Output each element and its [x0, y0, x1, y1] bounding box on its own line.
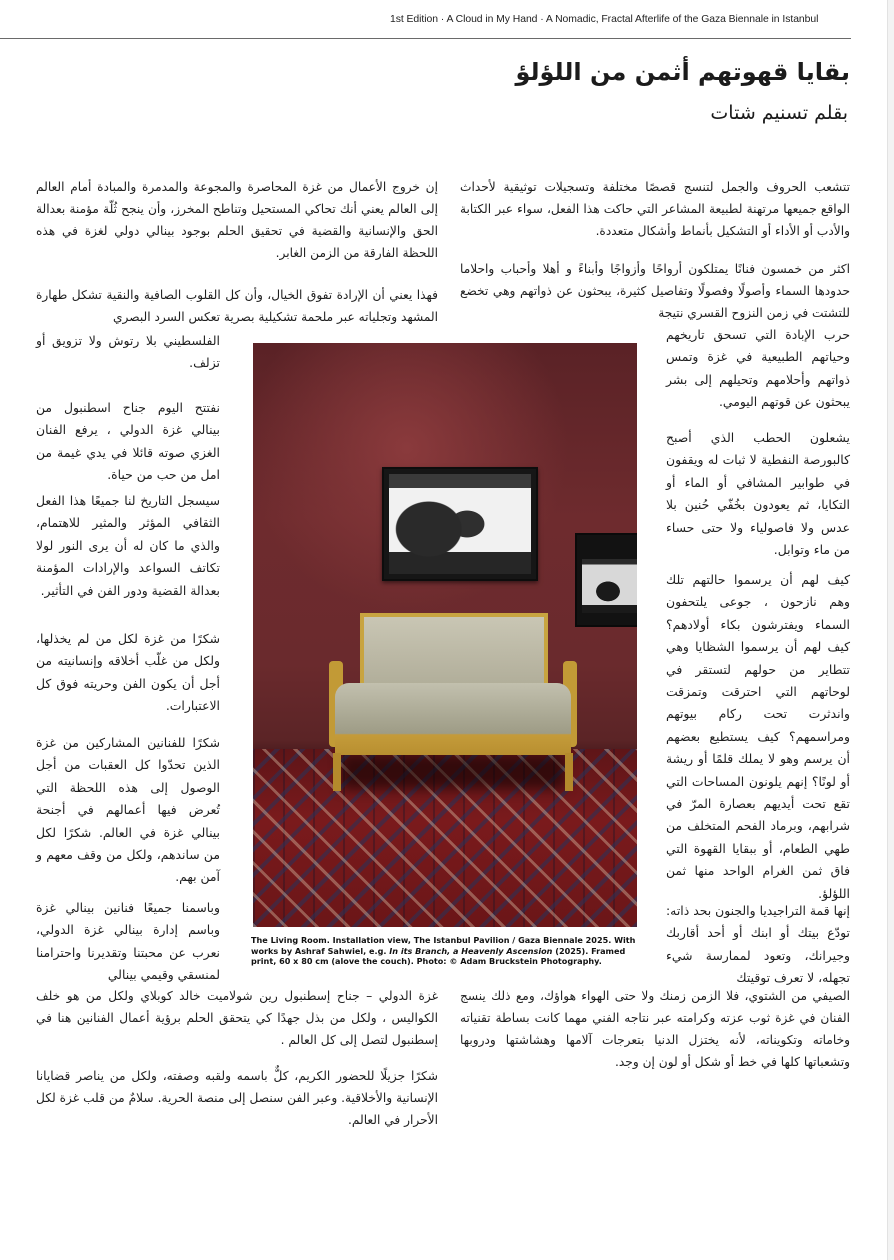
left-col-paragraph-6: شكرًا للفنانين المشاركين من غزة الذين تحدّوا كل العقبات من أجل الوصول إلى هذه اللحظة التي تُعرض فيها أعمالهم في أجنحة بينالي غزة في العالم. شكرًا لكل من ساندهم، ولكل من وقف معهم و آمن بهم.	[36, 735, 220, 885]
left-col-paragraph-3: نفتتح اليوم جناح اسطنبول من بينالي غزة الدولي ، يرفع الفنان الغزي صوته قائلا في يدي غيمة من امل من حب من حياة.	[36, 400, 220, 483]
left-col-paragraph-7-narrow: وباسمنا جميعًا فنانين بينالي غزة وباسم إدارة بينالي غزة الدولي، نعرب عن محبتنا وتقديرنا واحترامنا لمنسقي وقيمي بينالي	[36, 900, 220, 983]
left-col-paragraph-2-narrow: الفلسطيني بلا رتوش ولا تزويق أو تزلف.	[36, 333, 220, 371]
right-col-paragraph-5-narrow: إنها قمة التراجيديا والجنون بحد ذاته: تودّع بيتك أو ابنك أو أحد أقاربك وجيرانك، وتعود لممارسة شيء تجهله، لا تعرف توقيتك	[666, 903, 850, 986]
right-col-paragraph-2-narrow: حرب الإبادة التي تسحق تاريخهم وحياتهم الطبيعية في غزة وتمس ذواتهم وأحلامهم وتحيلهم إلى بشر يبحثون عن قوتهم اليومي.	[666, 327, 850, 410]
left-col-paragraph-4: سيسجل التاريخ لنا جميعًا هذا الفعل الثقافي المؤثر والمثير للاهتمام، والذي ما كان له أن يرى النور لولا تكاتف السواعد والإرادات المؤمنة بعدالة القضية ودور الفن في التأثير.	[36, 493, 220, 598]
right-col-paragraph-2-wide: اكثر من خمسون فنانًا يمتلكون أرواحًا وأزواجًا وأبناءً و أهلا وأحباب واحلاما حدودها السماء وأصولًا وفصولًا وتفاصيل كثيرة، يبحثون عن ذواتهم وهي تخضع للتشتت في زمن النزوح القسري نتيجة	[460, 262, 850, 320]
article-byline: بقلم تسنيم شتات	[710, 102, 848, 124]
left-col-paragraph-5: شكرًا من غزة لكل من لم يخذلها، ولكل من غلّب أخلاقه وإنسانيته من أجل أن يكون الفن وحريته فوق كل الاعتبارات.	[36, 631, 220, 714]
left-col-paragraph-8: شكرًا جزيلًا للحضور الكريم، كلٌّ باسمه ولقبه وصفته، ولكل من يناصر قضايانا الإنسانية والأخلاقية. وعبر الفن سنصل إلى منصة الحرية. سلامٌ من قلب غزة لكل الأحرار في العالم.	[36, 1069, 438, 1127]
artwork-title: In its Branch, a Heavenly Ascension	[389, 945, 553, 956]
right-col-paragraph-1: تتشعب الحروف والجمل لتنسج قصصًا مختلفة وتسجيلات توثيقية لأحداث الواقع جميعها مرتهنة لطبيعة المشاعر التي حاكت هذا الفعل، سواء عبر الكتابة والأدب أو الأداء أو التشكيل بأنماط وأشكال متعددة.	[460, 180, 850, 238]
installation-photo	[253, 343, 637, 927]
right-col-paragraph-3: يشعلون الحطب الذي أصبح كالبورصة النفطية لا ثبات له ويقفون في طوابير المشافي أو الماء أو التكايا، ثم يعودون بخُفّي حُنين بلا عدس ولا فاصولياء ولا حتى حساء من ماء وتوابل.	[666, 430, 850, 558]
right-col-paragraph-4: كيف لهم أن يرسموا حالتهم تلك وهم نازحون ، جوعى يلتحفون السماء ويفترشون بكاء أولادهم؟ كيف لهم أن يرسموا الشظايا وهي تتطاير من حولهم لتستقر في لوحاتهم التي احترقت وتمزقت واندثرت تحت ركام بيوتهم ومراسمهم؟ كيف يستطيع بعضهم أن يرسم وهو لا يملك قلمًا أو ريشة أو لونًا؟ إنهم يلونون المساحات التي تقع تحت أيديهم بعصارة المرّ في شرابهم، وبرماد الفحم المتخلف من طهي الطعام، أو ببقايا القهوة التي فاق ثمن الغرام الواحد منها ثمن اللؤلؤ.	[666, 572, 850, 901]
left-col-paragraph-2-wide: فهذا يعني أن الإرادة تفوق الخيال، وأن كل القلوب الصافية والنقية تشكل طهارة المشهد وتجلياته عبر ملحمة تشكيلية بصرية تعكس السرد البصري	[36, 288, 438, 324]
left-col-paragraph-1: إن خروج الأعمال من غزة المحاصرة والمجوعة والمدمرة والمبادة أمام العالم إلى العالم يعني أنك تحاكي المستحيل وتناطح المخرز، وأن ينجح ثُلّة مؤمنة بعدالة الحق والإنسانية والقضية في تحقيق الحلم بوجود بينالي دولي لغزة في هذه اللحظة الفارقة من الزمن الغابر.	[36, 180, 438, 260]
left-col-paragraph-7-wide: غزة الدولي – جناح إسطنبول رين شولاميت خالد كوبلاي ولكل من هو خلف الكواليس ، ولكل من بذل جهدًا كي يتحقق الحلم برؤية أعمال الفنانين هنا في إسطنبول لتصل إلى كل العالم .	[36, 989, 438, 1047]
framed-print-side	[575, 533, 637, 627]
couch-seat	[335, 683, 571, 755]
running-head: 1st Edition · A Cloud in My Hand · A Nomadic, Fractal Afterlife of the Gaza Biennale in Istanbul	[390, 14, 819, 25]
photo-caption: The Living Room. Installation view, The Istanbul Pavilion / Gaza Biennale 2025. With works by Ashraf Sahwiel, e.g. In its Branch, a Heavenly Ascension (2025). Framed print, 60 x 80 cm (alove the couch). Photo: © Adam Bruckstein Photography.	[251, 935, 636, 967]
framed-print-tree	[382, 467, 538, 581]
right-col-paragraph-5-wide: الصيفي من الشتوي، فلا الزمن زمنك ولا حتى الهواء هواؤك، ومع ذلك ينسج الفنان في غزة ثوب عزته وكرامته عبر نتاجه الفني مهما كانت بساطة تقنياته وخاماته وتكويناته، لأنه يختزل الدنيا بتعرجات آلامها وهشاشتها ودروبها وتشعباتها كلها في خط أو شكل أو لون إن وجد.	[460, 989, 850, 1069]
header-rule	[0, 38, 851, 39]
article-title: بقايا قهوتهم أثمن من اللؤلؤ	[515, 58, 850, 86]
page-edge	[887, 0, 894, 1260]
